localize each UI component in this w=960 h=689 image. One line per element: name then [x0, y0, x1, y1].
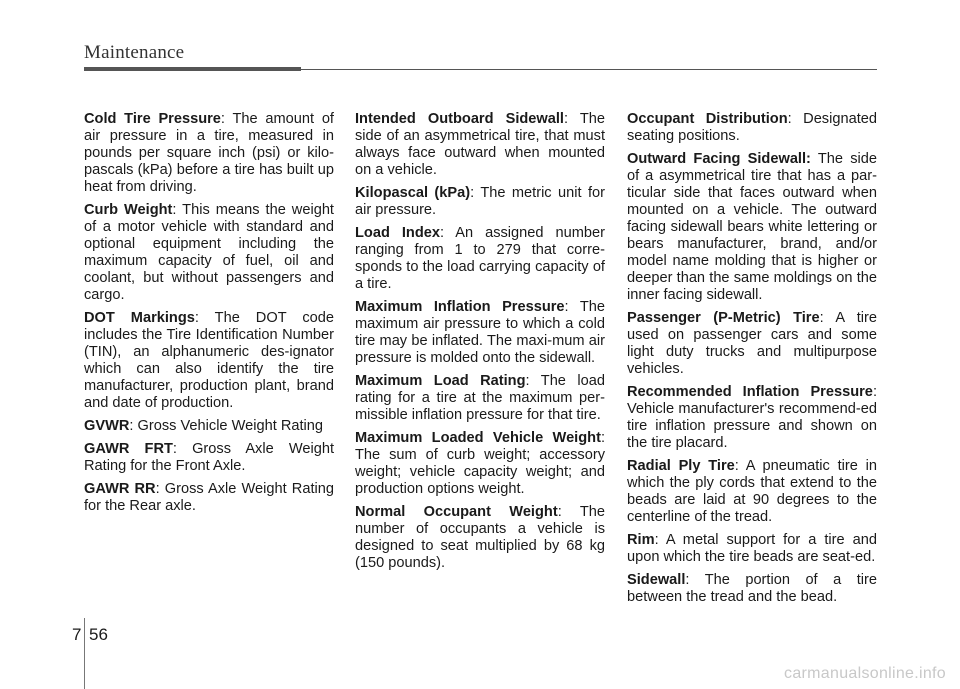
- glossary-entry: [84, 202, 334, 304]
- glossary-definition: : A pneumatic tire in which the ply cords that extend to the beads are laid at 90 degrees to the centerline of the tread.: [627, 458, 877, 525]
- watermark-text: carmanualsonline.info: [784, 665, 946, 682]
- glossary-entry: [627, 532, 877, 566]
- glossary-term: Normal Occupant Weight: [355, 504, 558, 520]
- glossary-term: Cold Tire Pressure: [84, 111, 221, 127]
- glossary-term: Occupant Distribution: [627, 111, 788, 127]
- glossary-entry: [355, 430, 605, 498]
- glossary-entry: [355, 185, 605, 219]
- glossary-definition: : A metal support for a tire and upon which the tire beads are seat-ed.: [627, 532, 877, 565]
- header-rule-thin: [301, 69, 877, 70]
- glossary-term: Curb Weight: [84, 202, 173, 218]
- glossary-definition: : The number of occupants a vehicle is designed to seat multiplied by 68 kg (150 pounds).: [355, 504, 605, 571]
- glossary-definition: : This means the weight of a motor vehicle with standard and optional equipment including the maximum capacity of fuel, oil and coolant, but without passengers and cargo.: [84, 202, 334, 303]
- page-header-title: Maintenance: [84, 42, 185, 63]
- glossary-entry: [627, 572, 877, 606]
- glossary-term: DOT Markings: [84, 310, 195, 326]
- glossary-term: Load Index: [355, 225, 440, 241]
- glossary-entry: [84, 111, 334, 196]
- glossary-term: Kilopascal (kPa): [355, 185, 471, 201]
- glossary-definition: : Designated seating positions.: [627, 111, 877, 144]
- glossary-term: GAWR FRT: [84, 441, 173, 457]
- glossary-term: Maximum Inflation Pressure: [355, 299, 565, 315]
- text-column-1: [84, 111, 334, 521]
- glossary-definition: : An assigned number ranging from 1 to 279 that corre-sponds to the load carrying capacity of a tire.: [355, 225, 605, 292]
- chapter-number: 7: [72, 625, 82, 644]
- glossary-definition: : Gross Vehicle Weight Rating: [129, 418, 324, 434]
- glossary-entry: [355, 225, 605, 293]
- glossary-definition: : The portion of a tire between the tread and the bead.: [627, 572, 877, 605]
- glossary-definition: : The maximum air pressure to which a cold tire may be inflated. The maxi-mum air pressure is molded onto the sidewall.: [355, 299, 605, 366]
- glossary-definition: : The side of an asymmetrical tire, that must always face outward when mounted on a vehicle.: [355, 111, 605, 178]
- glossary-entry: [84, 310, 334, 412]
- glossary-term: GVWR: [84, 418, 130, 434]
- footer-divider: [84, 618, 85, 689]
- glossary-definition: : Gross Axle Weight Rating for the Rear axle.: [84, 481, 334, 514]
- glossary-entry: [627, 458, 877, 526]
- glossary-term: Recommended Inflation Pressure: [627, 384, 873, 400]
- glossary-term: Passenger (P-Metric) Tire: [627, 310, 820, 326]
- text-column-2: [355, 111, 605, 578]
- glossary-term: Sidewall: [627, 572, 686, 588]
- glossary-entry: [84, 481, 334, 515]
- text-column-3: [627, 111, 877, 612]
- glossary-entry: [355, 504, 605, 572]
- glossary-definition: : The metric unit for air pressure.: [355, 185, 605, 218]
- glossary-definition: : Vehicle manufacturer's recommend-ed tire inflation pressure and shown on the tire placard.: [627, 384, 877, 451]
- glossary-entry: [627, 384, 877, 452]
- glossary-term: GAWR RR: [84, 481, 156, 497]
- glossary-definition: : The load rating for a tire at the maximum per-missible inflation pressure for that tire.: [355, 373, 605, 423]
- glossary-entry: [627, 111, 877, 145]
- glossary-definition: : Gross Axle Weight Rating for the Front Axle.: [84, 441, 334, 474]
- glossary-definition: The side of a asymmetrical tire that has a par-ticular side that faces outward when mounted on a vehicle. The outward facing sidewall bears white lettering or bears manufacturer, brand, and/or model name molding that is higher or deeper than the same moldings on the inner facing sidewall.: [627, 151, 877, 303]
- glossary-entry: [627, 310, 877, 378]
- glossary-entry: [355, 373, 605, 424]
- glossary-term: Outward Facing Sidewall:: [627, 151, 811, 167]
- glossary-entry: [627, 151, 877, 304]
- glossary-entry: [84, 441, 334, 475]
- glossary-entry: [84, 418, 334, 435]
- glossary-term: Intended Outboard Sidewall: [355, 111, 564, 127]
- glossary-term: Rim: [627, 532, 655, 548]
- glossary-entry: [355, 299, 605, 367]
- glossary-entry: [355, 111, 605, 179]
- glossary-term: Radial Ply Tire: [627, 458, 735, 474]
- page-number: 56: [89, 625, 108, 644]
- glossary-term: Maximum Load Rating: [355, 373, 526, 389]
- glossary-definition: : The amount of air pressure in a tire, measured in pounds per square inch (psi) or kilo-pascals (kPa) before a tire has built up heat from driving.: [84, 111, 334, 195]
- glossary-definition: : A tire used on passenger cars and some light duty trucks and multipurpose vehicles.: [627, 310, 878, 377]
- glossary-term: Maximum Loaded Vehicle Weight: [355, 430, 601, 446]
- glossary-definition: : The sum of curb weight; accessory weight; vehicle capacity weight; and production options weight.: [355, 430, 605, 497]
- glossary-definition: : The DOT code includes the Tire Identification Number (TIN), an alphanumeric des-ignator which can also identify the tire manufacturer, production plant, brand and date of production.: [84, 310, 334, 411]
- header-rule-thick: [84, 67, 301, 71]
